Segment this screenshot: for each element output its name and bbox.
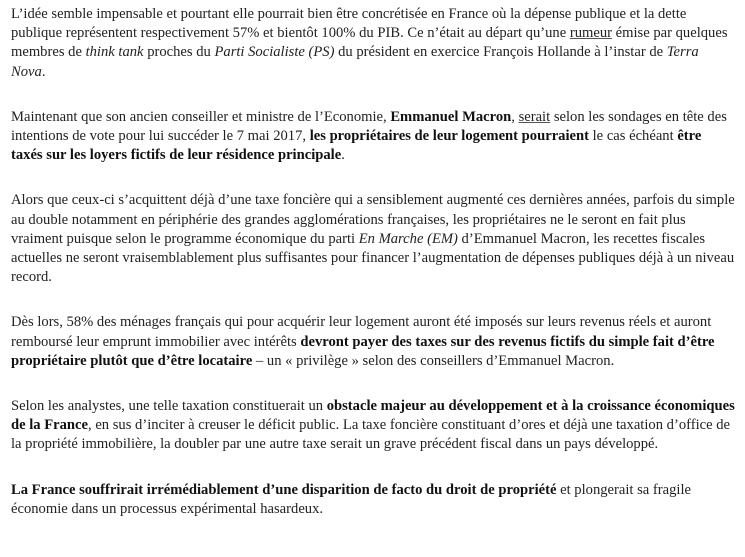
- article-body: [11, 0, 735, 519]
- text: proches du: [143, 44, 215, 61]
- italic-parti-socialiste: Parti Socialiste (PS): [214, 44, 335, 61]
- paragraph-1: [11, 5, 735, 82]
- text: du président en exercice François Hollande à l’instar de: [334, 44, 667, 61]
- bold-text: La France souffrirait irrémédiablement d’une disparition de facto du droit de propriété: [11, 481, 557, 498]
- bold-text: devront payer des taxes sur des revenus fictifs du simple fait d’être propriétaire plutôt que d’être locataire: [11, 333, 715, 369]
- text: et plongerait sa fragile économie dans un processus expérimental hasardeux.: [11, 481, 691, 517]
- paragraph-2: [11, 108, 735, 166]
- text: d’Emmanuel Macron, les recettes fiscales actuelles ne seront vraisemblablement plus suffisantes pour financer l’augmentation de dépenses publiques déjà à un niveau record.: [11, 230, 735, 286]
- link-rumeur[interactable]: rumeur: [569, 25, 613, 42]
- paragraph-3: [11, 191, 735, 287]
- paragraph-5: [11, 397, 735, 455]
- link-serait[interactable]: serait: [518, 108, 551, 125]
- italic-terra-nova: Terra Nova: [11, 44, 699, 80]
- bold-text: être taxés sur les loyers fictifs de leur résidence principale: [11, 128, 702, 164]
- text: .: [341, 147, 345, 164]
- bold-emmanuel-macron: Emmanuel Macron: [390, 108, 512, 125]
- text: selon les sondages en tête des intentions de vote pour lui succéder le 7 mai 2017,: [11, 108, 727, 145]
- text: – un « privilège » selon des conseillers d’Emmanuel Macron.: [252, 352, 615, 369]
- text: .: [41, 63, 46, 80]
- text: émise par quelques membres de: [11, 25, 728, 61]
- text: Dès lors, 58% des ménages français qui pour acquérir leur logement auront été imposés sur leurs revenus réels et auront remboursé leur emprunt immobilier avec intérêts: [11, 314, 712, 350]
- text: le cas échéant: [588, 128, 678, 145]
- text: , en sus d’inciter à creuser le déficit public. La taxe foncière constituant d’ores et déjà une taxation d’office de la propriété immobilière, la doubler par une autre taxe serait un grave précédent fiscal dans un pays développé.: [11, 417, 731, 453]
- bold-text: obstacle majeur au développement et à la croissance économiques de la France: [11, 398, 735, 434]
- paragraph-4: [11, 313, 735, 371]
- text: L’idée semble impensable et pourtant elle pourrait bien être concrétisée en France où la dépense publique et la dette publique représentent respectivement 57% et bientôt 100% du PIB. Ce n’était au départ qu’une: [11, 6, 687, 42]
- text: Maintenant que son ancien conseiller et ministre de l’Economie,: [11, 108, 391, 125]
- italic-en-marche: En Marche (EM): [358, 230, 458, 247]
- paragraph-6: [11, 481, 735, 519]
- text: Selon les analystes, une telle taxation constituerait un: [11, 398, 327, 415]
- bold-text: les propriétaires de leur logement pourraient: [309, 128, 589, 145]
- text: Alors que ceux-ci s’acquittent déjà d’une taxe foncière qui a sensiblement augmenté ces dernières années, parfois du simple au double notamment en périphérie des grandes agglomérations françaises, les propriétaires ne le seront en fait plus vraiment puisque selon le programme économique du parti: [11, 192, 735, 247]
- italic-think-tank: think tank: [85, 44, 144, 61]
- text: ,: [511, 108, 519, 125]
